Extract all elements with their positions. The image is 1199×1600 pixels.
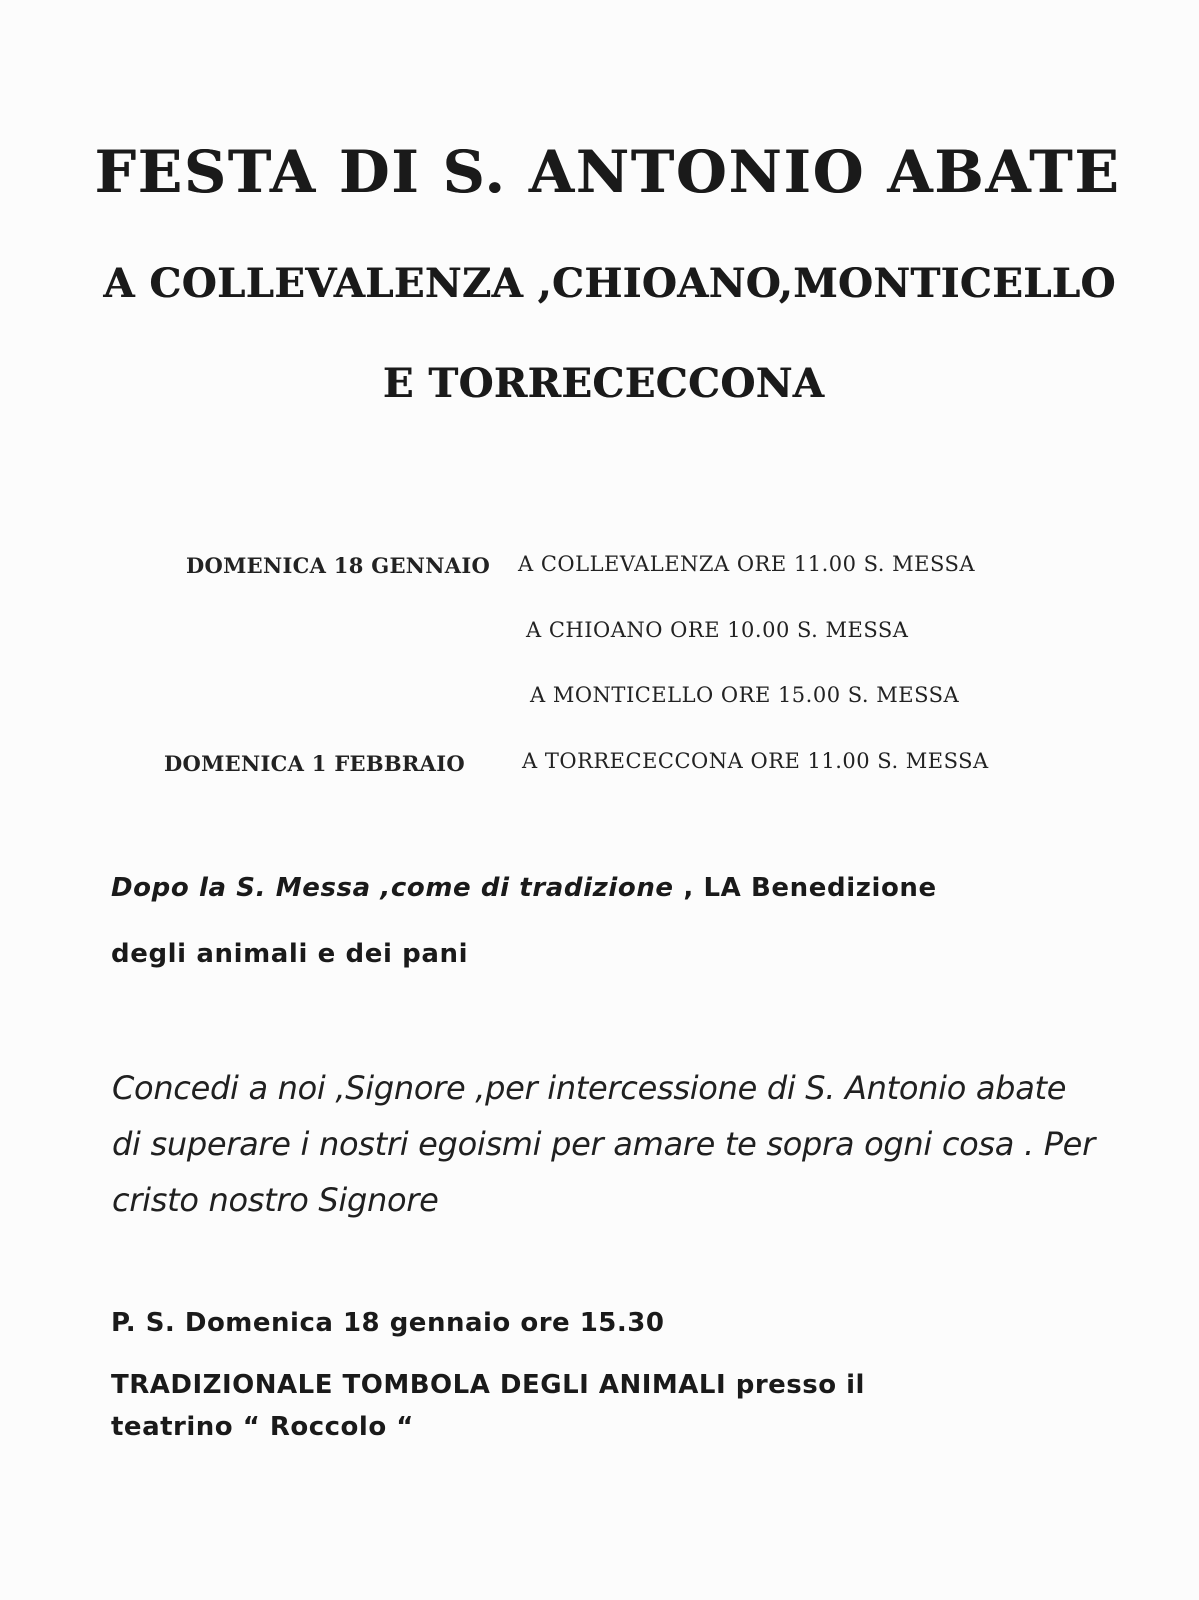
schedule-event-monticello: A MONTICELLO ORE 15.00 S. MESSA — [530, 683, 960, 707]
postscript-date: P. S. Domenica 18 gennaio ore 15.30 — [111, 1308, 665, 1338]
blessing-rest: , LA Benedizione — [673, 873, 937, 903]
schedule-event-torrececcona: A TORRECECCONA ORE 11.00 S. MESSA — [522, 749, 989, 773]
schedule-event-chioano: A CHIOANO ORE 10.00 S. MESSA — [526, 618, 909, 642]
postscript-event: TRADIZIONALE TOMBOLA DEGLI ANIMALI presso il — [111, 1370, 865, 1400]
schedule-event-collevalenza: A COLLEVALENZA ORE 11.00 S. MESSA — [518, 552, 976, 576]
prayer-line-3: cristo nostro Signore — [112, 1181, 439, 1219]
schedule-day-1: DOMENICA 18 GENNAIO — [186, 553, 491, 578]
flyer-subtitle-locations: A COLLEVALENZA ,CHIOANO,MONTICELLO — [103, 260, 1116, 307]
postscript-venue: teatrino “ Roccolo “ — [111, 1412, 414, 1442]
schedule-day-2: DOMENICA 1 FEBBRAIO — [164, 751, 465, 776]
prayer-line-2: di superare i nostri egoismi per amare te sopra ogni cosa . Per — [112, 1125, 1095, 1163]
prayer-line-1: Concedi a noi ,Signore ,per intercessione di S. Antonio abate — [112, 1069, 1067, 1107]
flyer-subtitle-locations-cont: E TORRECECCONA — [382, 360, 825, 407]
blessing-italic: Dopo la S. Messa ,come di tradizione — [111, 873, 674, 903]
blessing-line-2: degli animali e dei pani — [111, 939, 469, 969]
flyer-title: FESTA DI S. ANTONIO ABATE — [94, 138, 1121, 206]
prayer-text — [112, 1060, 1112, 1228]
blessing-line-1 — [111, 873, 937, 903]
